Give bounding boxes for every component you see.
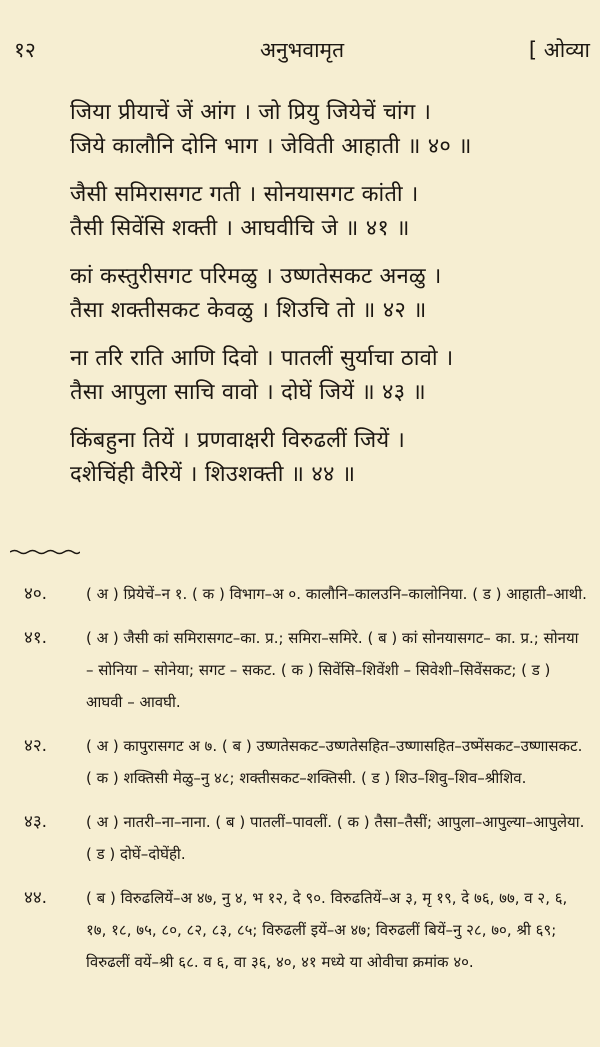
note-number: ४४.: [24, 888, 48, 908]
verse-41: [70, 178, 590, 246]
note-number: ४०.: [24, 584, 48, 604]
verse-line: जिये कालौनि दोनि भाग । जेविती आहाती ॥ ४० ॥: [70, 134, 472, 159]
note-text: ( अ ) जैसी कां समिरासगट–का. प्र.; समिरा–समिरे. ( ब ) कां सोनयासगट– का. प्र.; सोनया – सोनिया – सोनेया; सगट – सकट. ( क ) सिवेंसि–शिवेंशी – सिवेशी–सिवेंसकट; ( ड ) आघवी – आवघी.: [86, 629, 579, 711]
note-number: ४३.: [24, 812, 48, 832]
page-title: अनुभवामृत: [259, 38, 345, 62]
verse-line: कां कस्तुरीसगट परिमळु । उष्णतेसकट अनळु ।: [70, 264, 442, 289]
verse-44: [70, 424, 590, 492]
note-41: [24, 622, 590, 718]
note-40: [24, 578, 590, 610]
verse-block: [70, 96, 590, 506]
verse-line: तैसी सिवेंसि शक्ती । आघवीचि जे ॥ ४१ ॥: [70, 216, 410, 241]
note-text: ( ब ) विरुढलियें–अ ४७, नु ४, भ १२, दे ९०. विरुढतियें–अ ३, मृ १९, दे ७६, ७७, व २, ६, १७, १८, ७५, ८०, ८२, ८३, ८५; विरुढलीं इयें–अ ४७; विरुढलीं बियें–नु २८, ७०, श्री ६९; विरुढलीं वयें–श्री ६८. व ६, वा ३६, ४०, ४१ मध्ये या ओवीचा क्रमांक ४०.: [86, 889, 568, 971]
note-43: [24, 806, 590, 870]
verse-line: ना तरि राति आणि दिवो । पातलीं सुर्याचा ठावो ।: [70, 346, 454, 371]
note-number: ४२.: [24, 736, 48, 756]
note-number: ४१.: [24, 628, 48, 648]
verse-line: तैसा शक्तीसकट केवळु । शिउचि तो ॥ ४२ ॥: [70, 298, 427, 323]
verse-42: [70, 260, 590, 328]
verse-40: [70, 96, 590, 164]
note-text: ( अ ) नातरी–ना–नाना. ( ब ) पातलीं–पावलीं. ( क ) तैसा–तैसीं; आपुला–आपुल्या–आपुलेया. ( ड ) दोघें–दोघेंही.: [86, 813, 585, 863]
page-number: १२: [14, 38, 36, 62]
note-42: [24, 730, 590, 794]
note-text: ( अ ) कापुरासगट अ ७. ( ब ) उष्णतेसकट–उष्णतेसहित–उष्णासहित–उष्मेंसकट–उष्णासकट. ( क ) शक्तिसी मेळु–नु ४८; शक्तीसकट–शक्तिसी. ( ड ) शिउ–शिवु–शिव–श्रीशिव.: [86, 737, 583, 787]
section-divider: [10, 549, 80, 555]
verse-line: किंबहुना तियें । प्रणवाक्षरी विरुढलीं जियें ।: [70, 428, 406, 453]
verse-line: तैसा आपुला साचि वावो । दोघें जियें ॥ ४३ ॥: [70, 380, 426, 405]
page-header: [14, 36, 590, 66]
note-44: [24, 882, 590, 978]
verse-43: [70, 342, 590, 410]
verse-line: दशेचिंही वैरियें । शिउशक्ती ॥ ४४ ॥: [70, 462, 356, 487]
verse-line: जैसी समिरासगट गती । सोनयासगट कांती ।: [70, 182, 419, 207]
note-text: ( अ ) प्रियेचें–न १. ( क ) विभाग–अ ०. कालौनि–कालउनि–कालोनिया. ( ड ) आहाती–आथी.: [86, 585, 587, 603]
section-label: [ ओव्या: [528, 38, 590, 62]
verse-line: जिया प्रीयाचें जें आंग । जो प्रियु जियेचें चांग ।: [70, 100, 432, 125]
variant-notes: [24, 578, 590, 990]
